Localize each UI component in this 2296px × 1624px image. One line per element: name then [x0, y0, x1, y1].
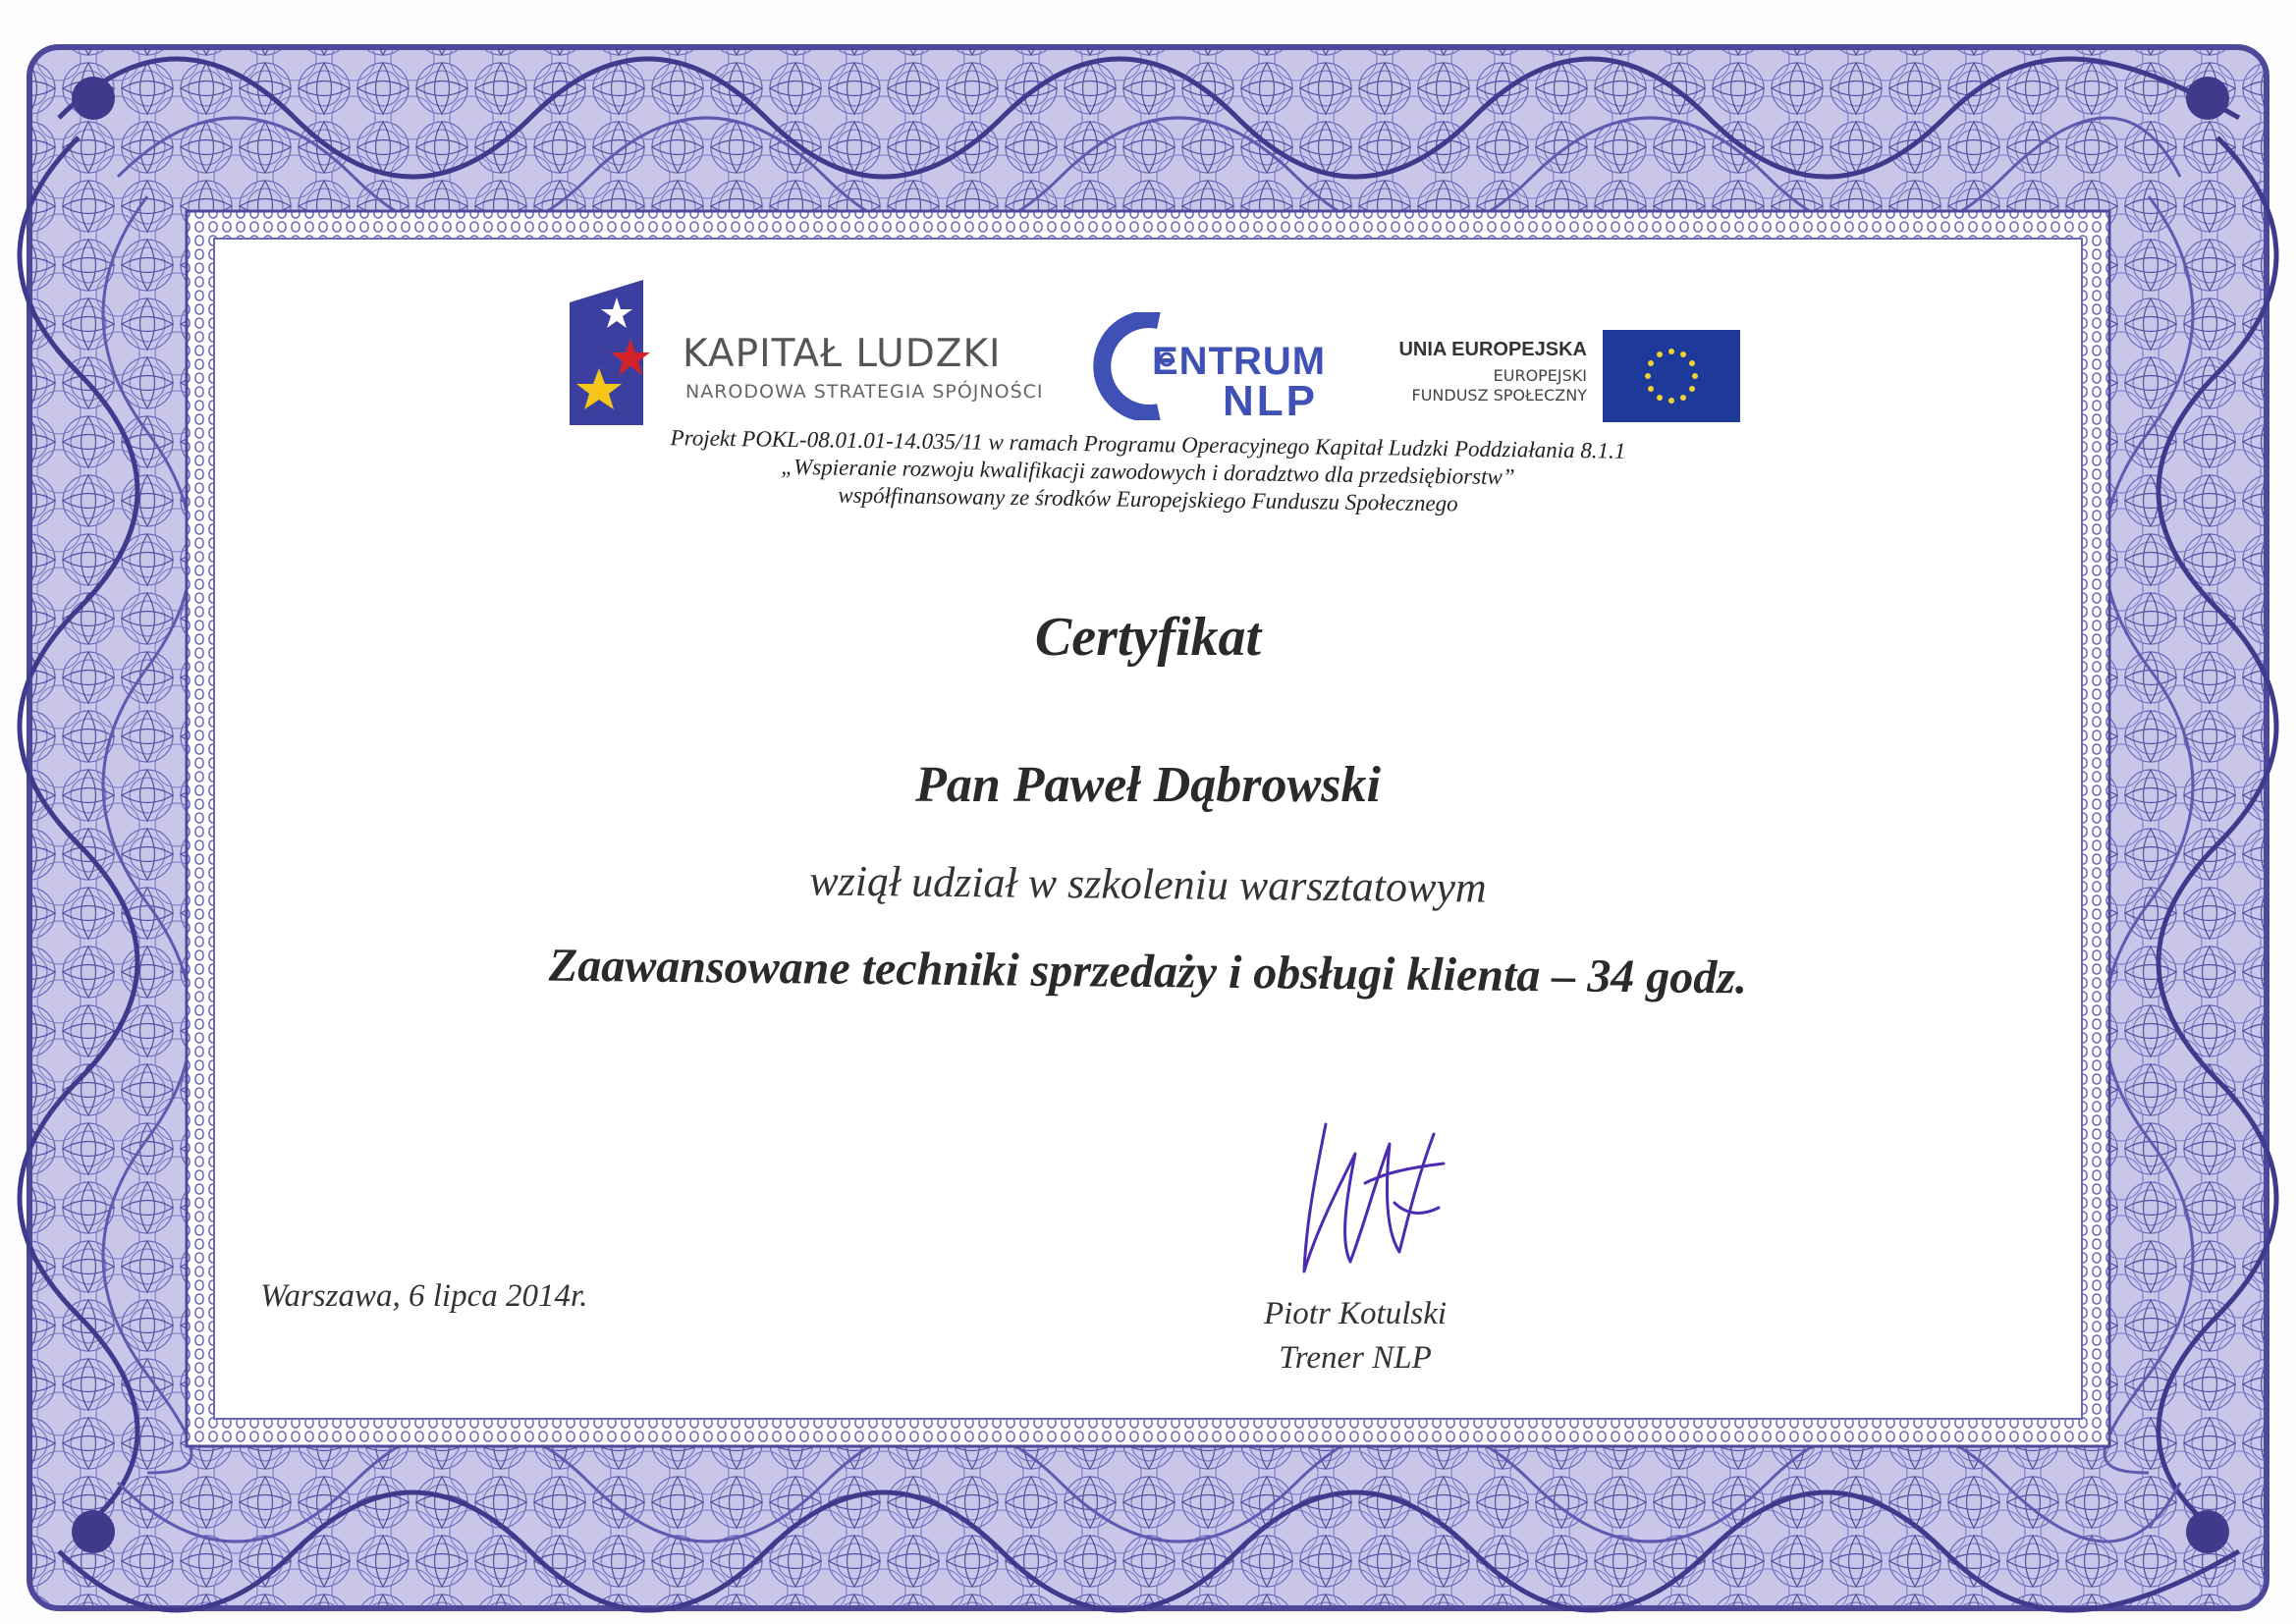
course-title: Zaawansowane techniki sprzedaży i obsługi klienta – 34 godz.	[548, 939, 1748, 1004]
kapital-ludzki-subtitle: NARODOWA STRATEGIA SPÓJNOŚCI	[685, 381, 1044, 403]
project-line-2: „Wspieranie rozwoju kwalifikacji zawodowych i doradztwo dla przedsiębiorstw”	[781, 454, 1515, 490]
project-line-3: współfinansowany ze środków Europejskiego Funduszu Społecznego	[838, 482, 1458, 516]
centrum-label: ENTRUM	[1152, 340, 1327, 383]
certificate-title: Certyfikat	[1034, 607, 1262, 668]
project-line-1: Projekt POKL-08.01.01-14.035/11 w ramach Programu Operacyjnego Kapitał Ludzki Poddziałania 8.1.1	[670, 425, 1626, 463]
place-and-date: Warszawa, 6 lipca 2014r.	[260, 1278, 588, 1314]
kapital-ludzki-title: KAPITAŁ LUDZKI	[683, 332, 1002, 376]
handwritten-signature	[1296, 1114, 1453, 1276]
eu-fund-line1: EUROPEJSKI	[1493, 366, 1587, 385]
eu-title: UNIA EUROPEJSKA	[1398, 339, 1587, 360]
eu-flag-icon	[1603, 330, 1740, 422]
nlp-label: NLP	[1223, 377, 1318, 425]
recipient-name: Pan Paweł Dąbrowski	[915, 757, 1381, 813]
eu-fund-line2: FUNDUSZ SPOŁECZNY	[1411, 386, 1587, 405]
signer-name: Piotr Kotulski	[1263, 1296, 1448, 1331]
signer-role: Trener NLP	[1279, 1340, 1432, 1376]
participation-text: wziął udział w szkoleniu warsztatowym	[809, 856, 1487, 912]
